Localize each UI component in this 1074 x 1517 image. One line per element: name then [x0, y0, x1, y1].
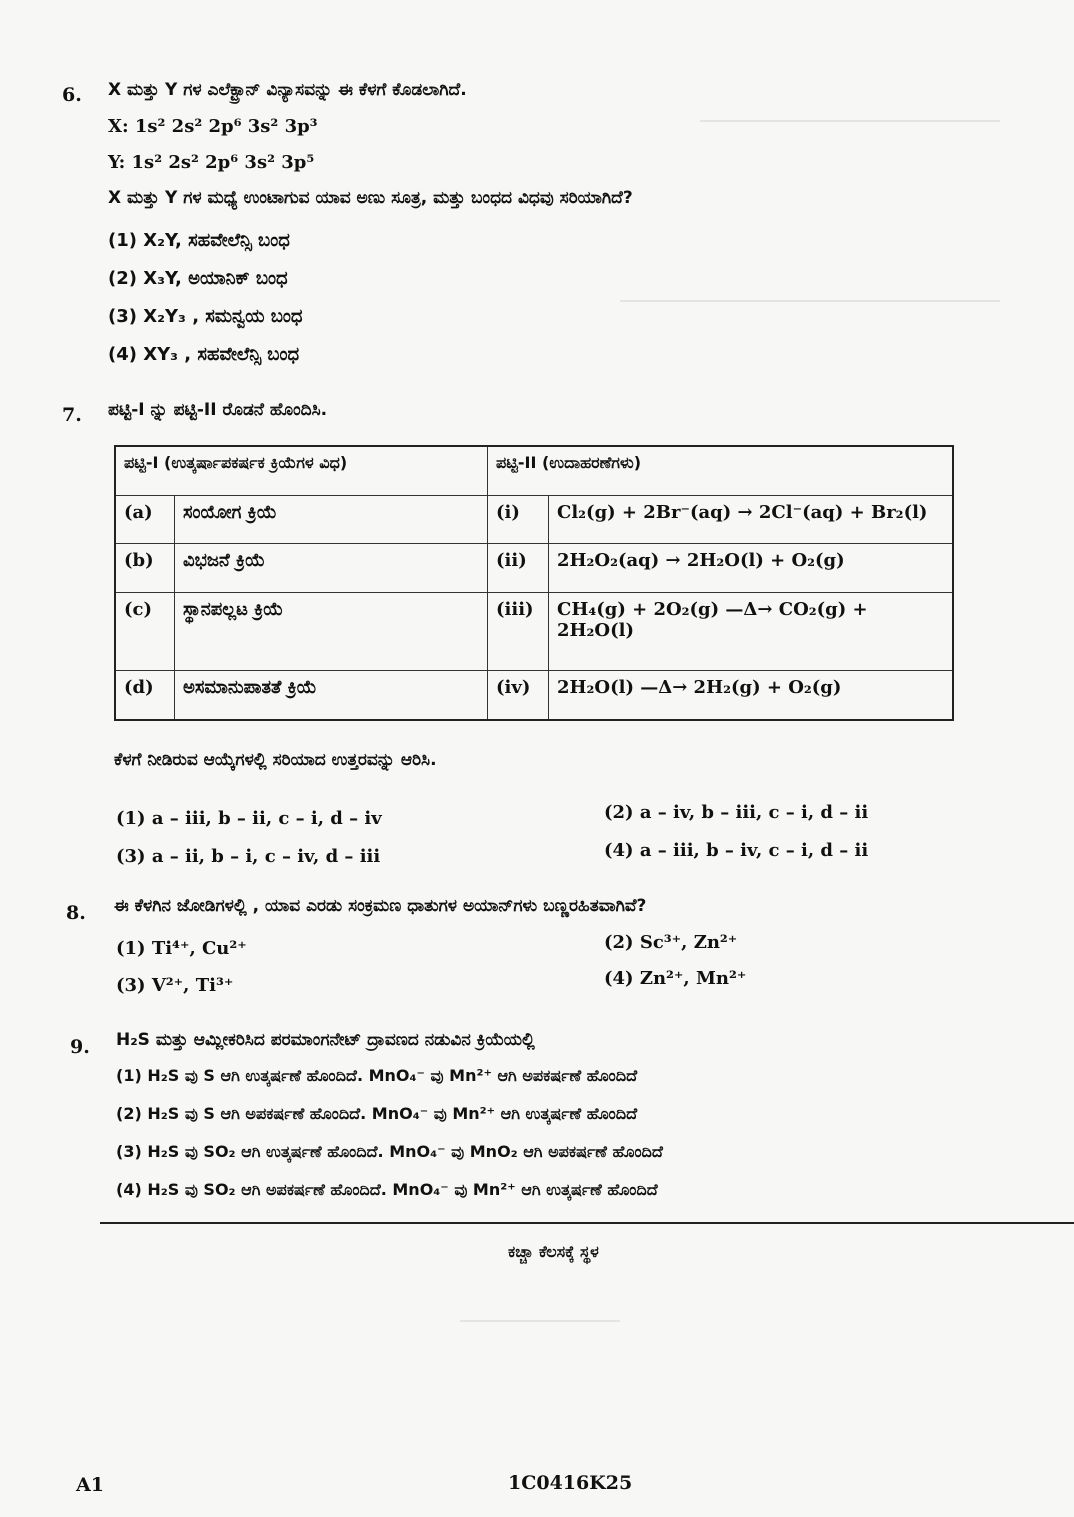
q8-option-1[interactable]: (1) Ti⁴⁺, Cu²⁺	[116, 938, 247, 959]
q7-option-1[interactable]: (1) a – iii, b – ii, c – i, d – iv	[116, 808, 382, 829]
q9-stem: H₂S ಮತ್ತು ಆಮ್ಲೀಕರಿಸಿದ ಪರಮಾಂಗನೇಟ್ ದ್ರಾವಣದ ನಡುವಿನ ಕ್ರಿಯೆಯಲ್ಲಿ	[116, 1030, 535, 1050]
q9-number: 9.	[70, 1036, 90, 1058]
list-1-item: ವಿಭಜನೆ ಕ್ರಿಯೆ	[175, 544, 488, 592]
q9-option-4[interactable]: (4) H₂S ವು SO₂ ಆಗಿ ಅಪಕರ್ಷಣೆ ಹೊಂದಿದೆ. MnO₄⁻ ವು Mn²⁺ ಆಗಿ ಉತ್ಕರ್ಷಣೆ ಹೊಂದಿದೆ	[116, 1180, 658, 1199]
table-row	[115, 592, 953, 670]
q7-option-3[interactable]: (3) a – ii, b – i, c – iv, d – iii	[116, 846, 381, 867]
q6-option-1[interactable]: (1) X₂Y, ಸಹವೇಲೆನ್ಸಿ ಬಂಧ	[108, 230, 290, 251]
q7-option-2[interactable]: (2) a – iv, b – iii, c – i, d – ii	[604, 802, 869, 823]
q8-option-2[interactable]: (2) Sc³⁺, Zn²⁺	[604, 932, 738, 953]
q6-option-3[interactable]: (3) X₂Y₃ , ಸಮನ್ವಯ ಬಂಧ	[108, 306, 303, 327]
bleed-mark	[620, 300, 1000, 302]
list-2-item: 2H₂O₂(aq) → 2H₂O(l) + O₂(g)	[549, 544, 954, 592]
footer-code-left: A1	[76, 1474, 104, 1496]
q7-number: 7.	[62, 404, 82, 426]
q8-number: 8.	[66, 902, 86, 924]
q7-stem: ಪಟ್ಟಿ-I ನ್ನು ಪಟ್ಟಿ-II ರೊಡನೆ ಹೊಂದಿಸಿ.	[108, 400, 328, 420]
q6-option-4[interactable]: (4) XY₃ , ಸಹವೇಲೆನ್ಸಿ ಬಂಧ	[108, 344, 300, 365]
q6-y-config: Y: 1s² 2s² 2p⁶ 3s² 3p⁵	[108, 152, 315, 173]
bleed-mark	[460, 1320, 620, 1322]
q6-stem: X ಮತ್ತು Y ಗಳ ಎಲೆಕ್ಟ್ರಾನ್ ವಿನ್ಯಾಸವನ್ನು ಈ ಕೆಳಗೆ ಕೊಡಲಾಗಿದೆ.	[108, 80, 467, 100]
list-1-label: (d)	[115, 671, 175, 720]
q7-instruction: ಕೆಳಗೆ ನೀಡಿರುವ ಆಯ್ಕೆಗಳಲ್ಲಿ ಸರಿಯಾದ ಉತ್ತರವನ್ನು ಆರಿಸಿ.	[114, 750, 437, 770]
list-2-label: (i)	[488, 496, 549, 544]
table-row	[115, 496, 953, 544]
q9-option-1[interactable]: (1) H₂S ವು S ಆಗಿ ಉತ್ಕರ್ಷಣೆ ಹೊಂದಿದೆ. MnO₄⁻ ವು Mn²⁺ ಆಗಿ ಅಪಕರ್ಷಣೆ ಹೊಂದಿದೆ	[116, 1066, 638, 1085]
list-1-header: ಪಟ್ಟಿ-I (ಉತ್ಕರ್ಷಾಪಕರ್ಷಕ ಕ್ರಿಯೆಗಳ ವಿಧ)	[115, 446, 488, 496]
list-2-item: CH₄(g) + 2O₂(g) —Δ→ CO₂(g) + 2H₂O(l)	[549, 592, 954, 670]
bleed-mark	[700, 120, 1000, 122]
list-2-header: ಪಟ್ಟಿ-II (ಉದಾಹರಣೆಗಳು)	[488, 446, 954, 496]
list-1-item: ಸ್ಥಾನಪಲ್ಲಟ ಕ್ರಿಯೆ	[175, 592, 488, 670]
q9-option-3[interactable]: (3) H₂S ವು SO₂ ಆಗಿ ಉತ್ಕರ್ಷಣೆ ಹೊಂದಿದೆ. MnO₄⁻ ವು MnO₂ ಆಗಿ ಅಪಕರ್ಷಣೆ ಹೊಂದಿದೆ	[116, 1142, 663, 1161]
table-row	[115, 544, 953, 592]
divider	[100, 1222, 1074, 1224]
list-2-item: Cl₂(g) + 2Br⁻(aq) → 2Cl⁻(aq) + Br₂(l)	[549, 496, 954, 544]
list-1-item: ಸಂಯೋಗ ಕ್ರಿಯೆ	[175, 496, 488, 544]
q6-number: 6.	[62, 84, 82, 106]
list-2-label: (ii)	[488, 544, 549, 592]
list-2-item: 2H₂O(l) —Δ→ 2H₂(g) + O₂(g)	[549, 671, 954, 720]
list-2-label: (iv)	[488, 671, 549, 720]
q6-x-config: X: 1s² 2s² 2p⁶ 3s² 3p³	[108, 116, 318, 137]
footer-code-center: 1C0416K25	[508, 1472, 633, 1494]
rough-work-label: ಕಚ್ಚಾ ಕೆಲಸಕ್ಕೆ ಸ್ಥಳ	[508, 1242, 599, 1261]
q8-option-4[interactable]: (4) Zn²⁺, Mn²⁺	[604, 968, 747, 989]
match-table	[114, 445, 954, 721]
q9-option-2[interactable]: (2) H₂S ವು S ಆಗಿ ಅಪಕರ್ಷಣೆ ಹೊಂದಿದೆ. MnO₄⁻ ವು Mn²⁺ ಆಗಿ ಉತ್ಕರ್ಷಣೆ ಹೊಂದಿದೆ	[116, 1104, 638, 1123]
q6-option-2[interactable]: (2) X₃Y, ಅಯಾನಿಕ್ ಬಂಧ	[108, 268, 288, 289]
q7-option-4[interactable]: (4) a – iii, b – iv, c – i, d – ii	[604, 840, 869, 861]
list-1-label: (a)	[115, 496, 175, 544]
list-1-label: (b)	[115, 544, 175, 592]
table-row	[115, 671, 953, 720]
list-2-label: (iii)	[488, 592, 549, 670]
q6-question: X ಮತ್ತು Y ಗಳ ಮಧ್ಯೆ ಉಂಟಾಗುವ ಯಾವ ಅಣು ಸೂತ್ರ, ಮತ್ತು ಬಂಧದ ವಿಧವು ಸರಿಯಾಗಿದೆ?	[108, 188, 633, 208]
q8-option-3[interactable]: (3) V²⁺, Ti³⁺	[116, 975, 234, 996]
list-1-item: ಅಸಮಾನುಪಾತತೆ ಕ್ರಿಯೆ	[175, 671, 488, 720]
list-1-label: (c)	[115, 592, 175, 670]
q8-stem: ಈ ಕೆಳಗಿನ ಜೋಡಿಗಳಲ್ಲಿ , ಯಾವ ಎರಡು ಸಂಕ್ರಮಣ ಧಾತುಗಳ ಅಯಾನ್‌ಗಳು ಬಣ್ಣರಹಿತವಾಗಿವೆ?	[114, 896, 647, 916]
